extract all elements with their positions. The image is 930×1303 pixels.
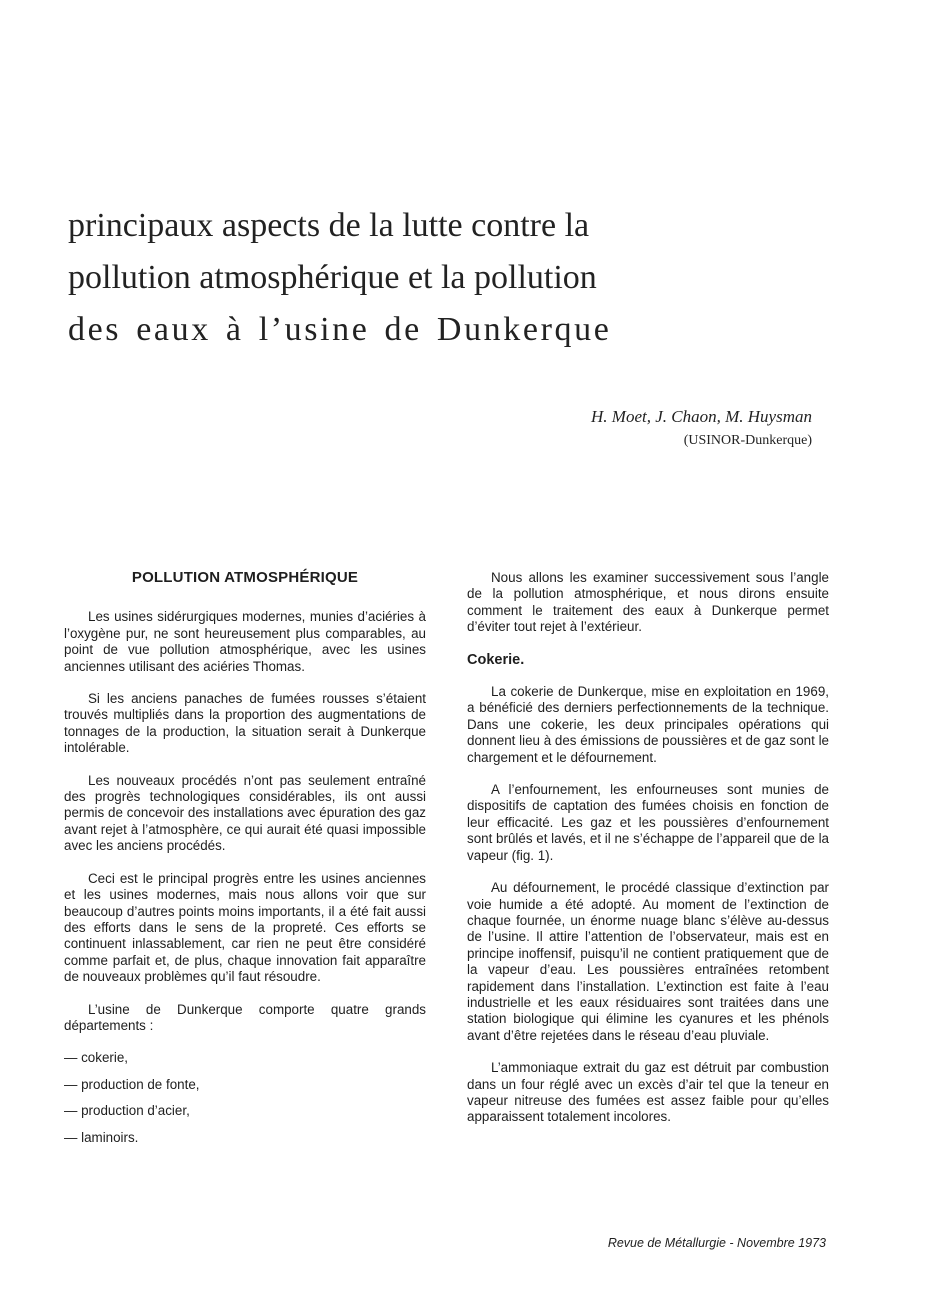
paragraph: La cokerie de Dunkerque, mise en exploitation en 1969, a bénéficié des derniers perfectionnements de la technique. Dans une cokerie, les deux principales opérations qui donnent lieu à des émissions de poussières et de gaz sont le chargement et le défournement. xyxy=(467,684,829,765)
list-item: — laminoirs. xyxy=(64,1129,139,1145)
journal-footer: Revue de Métallurgie - Novembre 1973 xyxy=(607,1236,826,1250)
paragraph: L’ammoniaque extrait du gaz est détruit par combustion dans un four réglé avec un excès d’air tel que la teneur en vapeur nitreuse des fumées est assez faible pour qu’elles apparaissent totalement incolores. xyxy=(467,1060,829,1125)
paragraph: A l’enfournement, les enfourneuses sont munies de dispositifs de captation des fumées choisis en fonction de leur efficacité. Les gaz et les poussières d’enfournement sont brûlés et lavés, et il ne s’échappe de l’appareil que de la vapeur (fig. 1). xyxy=(467,782,829,863)
paragraph: Les usines sidérurgiques modernes, munies d’aciéries à l’oxygène pur, ne sont heureusement plus comparables, au point de vue pollution atmosphérique, avec les usines anciennes utilisant des aciéries Thomas. xyxy=(64,609,426,674)
title-line-3: des eaux à l’usine de Dunkerque xyxy=(68,311,612,348)
paragraph: Les nouveaux procédés n’ont pas seulement entraîné des progrès technologiques considérables, ils ont aussi permis de concevoir des installations avec épuration des gaz avant rejet à l’atmosphère, ce qui aurait été quasi impossible avec les anciens procédés. xyxy=(64,772,426,854)
intro-paragraph: Nous allons les examiner successivement sous l’angle de la pollution atmosphérique, et nous dirons ensuite comment le traitement des eaux à Dunkerque permet d’éviter tout rejet à l’extérieur. xyxy=(467,570,829,635)
list-item: — cokerie, xyxy=(64,1050,128,1066)
paragraph: Ceci est le principal progrès entre les usines anciennes et les usines modernes, mais nous allons voir que sur beaucoup d’autres points moins importants, il a été fait aussi des efforts dans le sens de la propreté. Ces efforts se continuent inlassablement, car rien ne peut être considéré comme parfait et, de plus, chaque innovation fait apparaître de nouveaux problèmes qu’il faut résoudre. xyxy=(64,870,426,985)
right-column xyxy=(467,570,829,1142)
departments-list xyxy=(64,1050,426,1146)
title-line-1: principaux aspects de la lutte contre la xyxy=(68,207,590,244)
paragraph: Si les anciens panaches de fumées rousses s’étaient trouvés multipliés dans la proportion des augmentations de tonnages de la production, la situation serait à Dunkerque intolérable. xyxy=(64,691,426,756)
title-line-2: pollution atmosphérique et la pollution xyxy=(68,259,597,296)
author-affiliation: (USINOR-Dunkerque) xyxy=(683,433,812,448)
list-item: — production de fonte, xyxy=(64,1076,200,1092)
paragraph: Au défournement, le procédé classique d’extinction par voie humide a été adopté. Au moment de l’extinction de chaque fournée, un énorme nuage blanc s’élève au-dessus de l’usine. Il attire l’attention de l’observateur, mais est en principe inoffensif, puisqu’il ne contient pratiquement que de la vapeur d’eau. Les poussières entraînées retombent rapidement dans l’installation. L’extinction est faite à l’eau industrielle et les eaux résiduaires sont traitées dans une station biologique qui élimine les cyanures et les phénols avant d’être rejetées dans le réseau d’eau pluviale. xyxy=(467,880,829,1043)
subsection-heading: Cokerie. xyxy=(467,651,525,668)
left-column xyxy=(64,570,426,1156)
section-heading: POLLUTION ATMOSPHÉRIQUE xyxy=(131,569,359,586)
author-block xyxy=(591,404,812,452)
author-names: H. Moet, J. Chaon, M. Huysman xyxy=(591,407,812,426)
list-item: — production d’acier, xyxy=(64,1103,190,1119)
article-title xyxy=(68,200,748,356)
paragraph: L’usine de Dunkerque comporte quatre grands départements : xyxy=(64,1001,426,1033)
